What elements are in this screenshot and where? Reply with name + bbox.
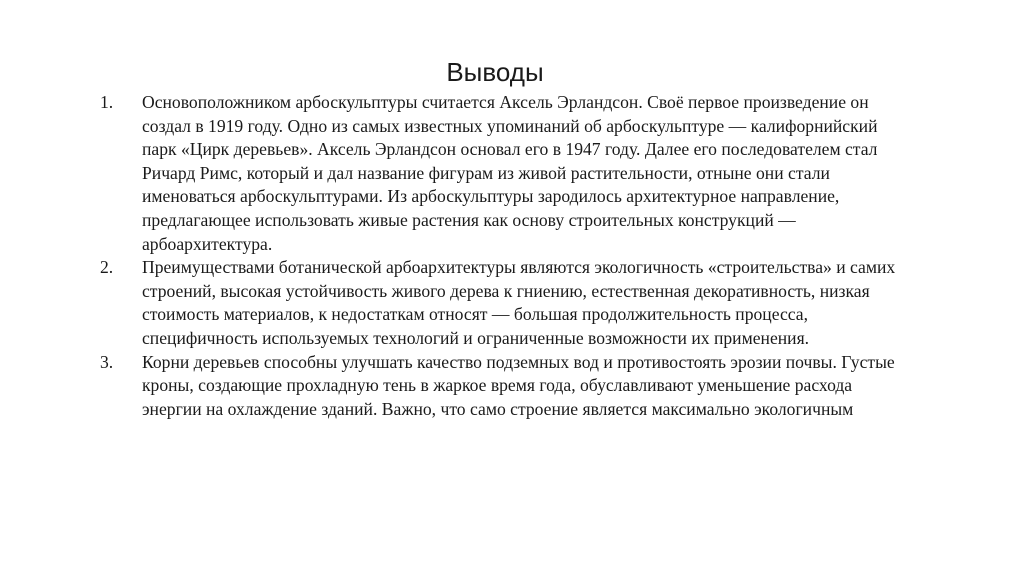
- list-item-text: Корни деревьев способны улучшать качество подземных вод и противостоять эрозии почвы. Густые кроны, создающие прохладную тень в жаркое время года, обуславливают уменьшение расхода энергии на охлаждение зданий. Важно, что само строение является максимально экологичным: [142, 351, 895, 419]
- list-item: [100, 256, 900, 350]
- conclusions-list: [100, 91, 900, 421]
- list-item-number: 3.: [100, 351, 114, 372]
- list-item-number: 1.: [100, 92, 114, 112]
- slide-title: Выводы: [446, 57, 544, 87]
- list-item-text: Основоположником арбоскульптуры считается Аксель Эрландсон. Своё первое произведение он создал в 1919 году. Одно из самых известных упоминаний об арбоскульптуре — калифорнийский парк «Цирк деревьев». Аксель Эрландсон основал его в 1947 году. Далее его последователем стал Ричард Римс, который и дал название фигурам из живой растительности, отныне они стали именоваться арбоскульптурами. Из арбоскульптуры зародилось архитектурное направление, предлагающее использовать живые растения как основу строительных конструкций — арбоархитектура.: [142, 92, 878, 254]
- list-item: [100, 91, 900, 256]
- list-item: [100, 351, 900, 422]
- list-item-number: 2.: [100, 257, 114, 278]
- list-item-text: Преимуществами ботанической арбоархитектуры являются экологичность «строительства» и самих строений, высокая устойчивость живого дерева к гниению, естественная декоративность, низкая стоимость материалов, к недостаткам относят — большая продолжительность процесса, специфичность используемых технологий и ограниченные возможности их применения.: [142, 257, 896, 348]
